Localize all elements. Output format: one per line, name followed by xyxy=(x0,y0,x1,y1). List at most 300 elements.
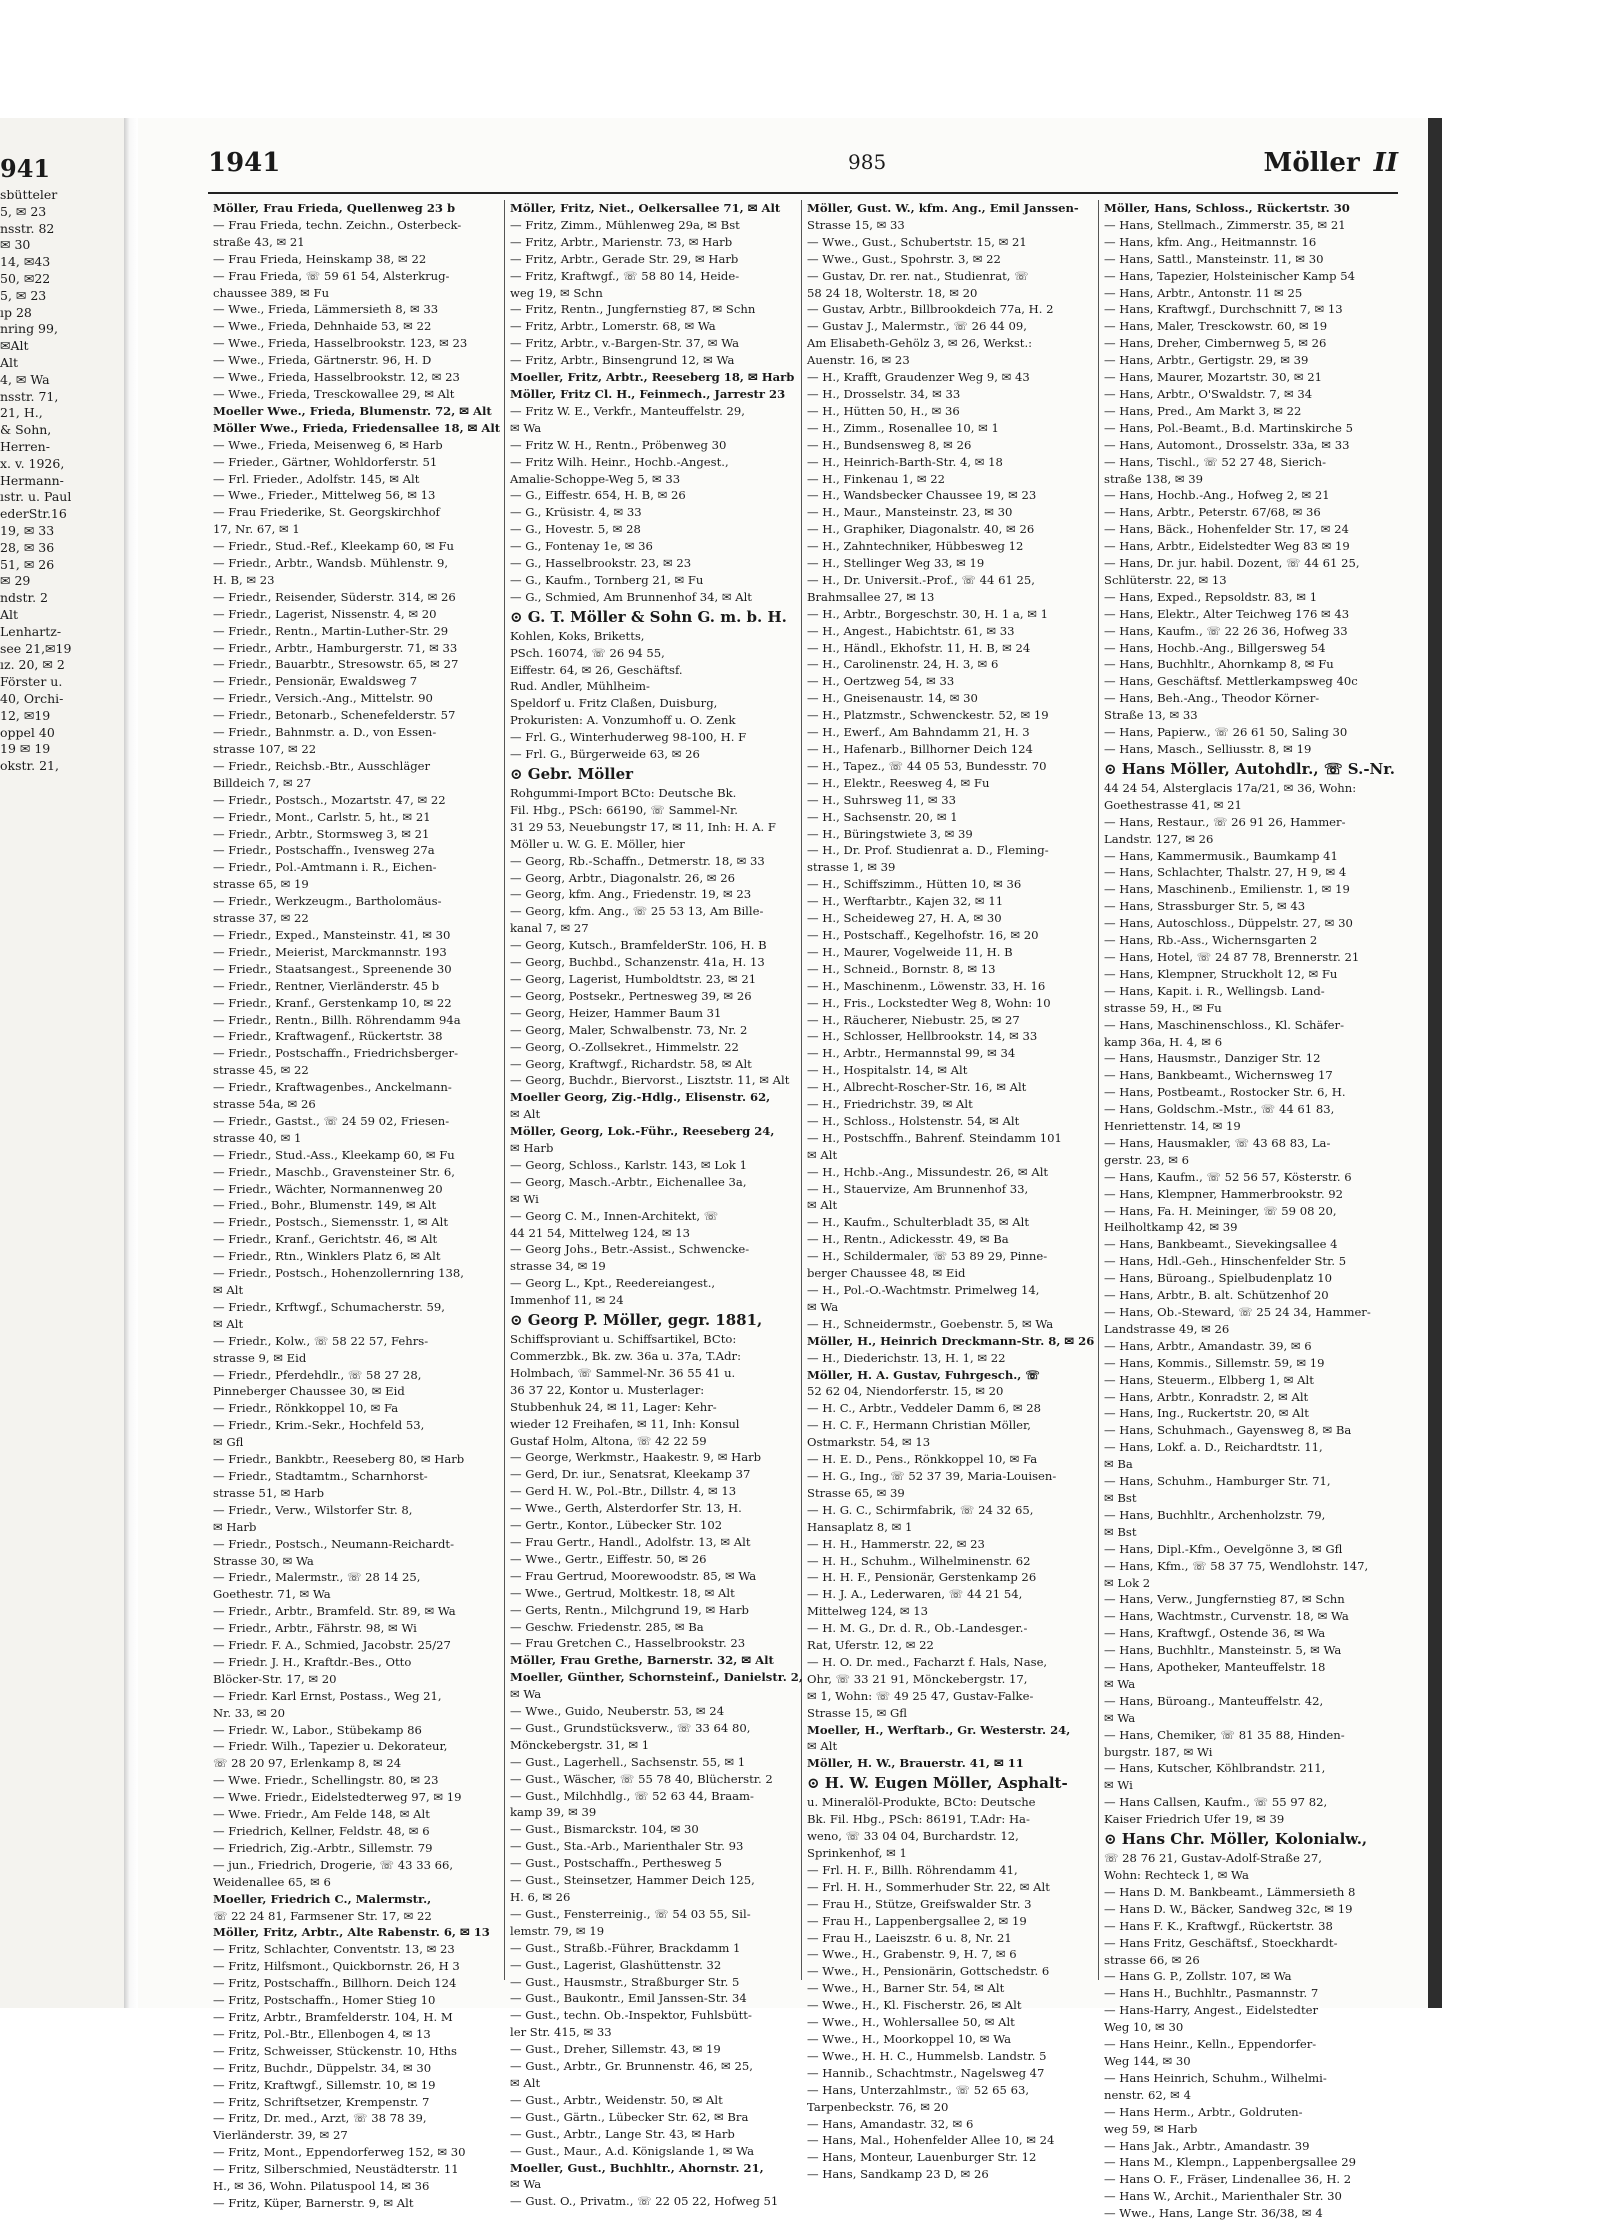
directory-entry: — H., Suhrsweg 11, ✉ 33 xyxy=(807,792,956,807)
directory-entry: — Wwe., H., Kl. Fischerstr. 26, ✉ Alt xyxy=(807,1998,1022,2013)
directory-entry: — Georg C. M., Innen-Architekt, ☏ xyxy=(510,1208,719,1223)
directory-entry: — H. H. F., Pensionär, Gerstenkamp 26 xyxy=(807,1570,1037,1585)
directory-entry: Prokuristen: A. Vonzumhoff u. O. Zenk xyxy=(510,713,736,728)
directory-entry: — Hans, Exped., Repsoldstr. 83, ✉ 1 xyxy=(1104,589,1318,604)
directory-entry: — Hans, Hausmstr., Danziger Str. 12 xyxy=(1104,1051,1321,1066)
directory-entry: ✉ Alt xyxy=(510,2075,541,2090)
directory-entry: — H., Scheideweg 27, H. A, ✉ 30 xyxy=(807,911,1002,926)
previous-page-line: ıstr. u. Paul xyxy=(0,489,72,505)
previous-page-line: ederStr.16 xyxy=(0,506,67,522)
directory-entry: — Georg, O.-Zollsekret., Himmelstr. 22 xyxy=(510,1039,739,1054)
directory-entry: chaussee 389, ✉ Fu xyxy=(213,285,330,300)
directory-entry: — Fritz, Dr. med., Arzt, ☏ 38 78 39, xyxy=(213,2111,427,2126)
directory-entry: — Hans, Amandastr. 32, ✉ 6 xyxy=(807,2116,974,2131)
directory-entry: Moeller, Fritz, Arbtr., Reeseberg 18, ✉ Harb xyxy=(510,370,795,385)
directory-entry: Möller, Frau Grethe, Barnerstr. 32, ✉ Alt xyxy=(510,1653,774,1668)
directory-entry: — Fritz, Arbtr., v.-Bargen-Str. 37, ✉ Wa xyxy=(510,336,740,351)
directory-entry: Eiffestr. 64, ✉ 26, Geschäftsf. xyxy=(510,662,683,677)
directory-entry: — George, Werkmstr., Haakestr. 9, ✉ Harb xyxy=(510,1450,762,1465)
previous-page-line: Hermann- xyxy=(0,472,64,488)
directory-entry: — Friedr. J. H., Kraftdr.-Bes., Otto xyxy=(213,1654,412,1669)
directory-entry: — H., Wandsbecker Chaussee 19, ✉ 23 xyxy=(807,488,1037,503)
directory-entry: — G., Krüsistr. 4, ✉ 33 xyxy=(510,505,642,520)
directory-entry: H. B, ✉ 23 xyxy=(213,572,275,587)
directory-entry: Auenstr. 16, ✉ 23 xyxy=(807,353,910,368)
directory-entry: — Fritz W. H., Rentn., Pröbenweg 30 xyxy=(510,437,727,452)
directory-entry: — Hans, Kapit. i. R., Wellingsb. Land- xyxy=(1104,983,1325,998)
directory-entry: — Fritz, Arbtr., Bramfelderstr. 104, H. M xyxy=(213,2009,453,2024)
directory-entry: — Frau H., Laeiszstr. 6 u. 8, Nr. 21 xyxy=(807,1930,1012,1945)
directory-entry: — Hans, Buchhltr., Mansteinstr. 5, ✉ Wa xyxy=(1104,1643,1342,1658)
directory-entry: — H. E. D., Pens., Rönkkoppel 10, ✉ Fa xyxy=(807,1452,1038,1467)
directory-entry: Schiffsproviant u. Schiffsartikel, BCto: xyxy=(510,1332,737,1347)
directory-entry: — H., Gneisenaustr. 14, ✉ 30 xyxy=(807,691,978,706)
directory-entry: — Hans, Elektr., Alter Teichweg 176 ✉ 43 xyxy=(1104,606,1350,621)
directory-entry: — Gust., Maur., A.d. Königslande 1, ✉ Wa xyxy=(510,2143,754,2158)
directory-entry: u. Mineralöl-Produkte, BCto: Deutsche xyxy=(807,1795,1036,1810)
directory-entry: — G., Eiffestr. 654, H. B, ✉ 26 xyxy=(510,488,686,503)
directory-entry: — H. G. C., Schirmfabrik, ☏ 24 32 65, xyxy=(807,1502,1034,1517)
directory-entry: — Hans, Bankbeamt., Sievekingsallee 4 xyxy=(1104,1237,1338,1252)
directory-entry: — Gust., Arbtr., Gr. Brunnenstr. 46, ✉ 25, xyxy=(510,2059,753,2074)
directory-entry: — Hans, Sandkamp 23 D, ✉ 26 xyxy=(807,2167,989,2182)
directory-entry: — Hans, Klempner, Struckholt 12, ✉ Fu xyxy=(1104,966,1338,981)
directory-entry: Bk. Fil. Hbg., PSch: 86191, T.Adr: Ha- xyxy=(807,1812,1030,1827)
directory-entry: — Friedr., Kraftwagenf., Rückertstr. 38 xyxy=(213,1029,443,1044)
directory-entry: — Frl. H. F., Billh. Röhrendamm 41, xyxy=(807,1862,1018,1877)
directory-entry: — H., Schneid., Bornstr. 8, ✉ 13 xyxy=(807,961,996,976)
directory-entry: — Friedr., Reichsb.-Btr., Ausschläger xyxy=(213,758,431,773)
previous-page-line: Lenhartz- xyxy=(0,623,62,639)
directory-entry: Nr. 33, ✉ 20 xyxy=(213,1705,286,1720)
directory-entry: — Hans H., Buchhltr., Pasmannstr. 7 xyxy=(1104,1986,1319,2001)
directory-entry: Moeller Wwe., Frieda, Blumenstr. 72, ✉ Alt xyxy=(213,403,492,418)
directory-entry: Möller, Fritz Cl. H., Feinmech., Jarrestr 23 xyxy=(510,386,786,401)
directory-entry: — Wwe., Frieda, Meisenweg 6, ✉ Harb xyxy=(213,437,443,452)
directory-entry: — H., Schiffszimm., Hütten 10, ✉ 36 xyxy=(807,877,1022,892)
directory-entry: strasse 54a, ✉ 26 xyxy=(213,1097,316,1112)
directory-entry: — Friedr., Postsch., Mozartstr. 47, ✉ 22 xyxy=(213,792,446,807)
directory-entry: — Gerd, Dr. iur., Senatsrat, Kleekamp 37 xyxy=(510,1467,751,1482)
previous-page-line: 51, ✉ 26 xyxy=(0,556,55,572)
directory-entry: — Wwe., Frieda, Hasselbrookstr. 12, ✉ 23 xyxy=(213,370,460,385)
previous-page-line: see 21,✉19 xyxy=(0,640,72,656)
directory-entry: — Hans, Mal., Hohenfelder Allee 10, ✉ 24 xyxy=(807,2133,1055,2148)
directory-entry: — Gust., Arbtr., Lange Str. 43, ✉ Harb xyxy=(510,2126,735,2141)
directory-entry: — G., Fontenay 1e, ✉ 36 xyxy=(510,539,653,554)
directory-entry: Strasse 65, ✉ 39 xyxy=(807,1485,905,1500)
directory-entry: Strasse 30, ✉ Wa xyxy=(213,1553,314,1568)
directory-entry: — Georg, Rb.-Schaffn., Detmerstr. 18, ✉ 33 xyxy=(510,853,765,868)
directory-entry: — Hans, Buchhltr., Archenholzstr. 79, xyxy=(1104,1507,1326,1522)
previous-page-line: nring 99, xyxy=(0,321,58,337)
directory-entry: — Gust., Sta.-Arb., Marienthaler Str. 93 xyxy=(510,1839,744,1854)
directory-entry: — Hannib., Schachtmstr., Nagelsweg 47 xyxy=(807,2065,1045,2080)
directory-entry: — Gerts, Rentn., Milchgrund 19, ✉ Harb xyxy=(510,1602,749,1617)
directory-entry: — Frau Gertr., Handl., Adolfstr. 13, ✉ Alt xyxy=(510,1534,751,1549)
directory-entry: — Georg, Masch.-Arbtr., Eichenallee 3a, xyxy=(510,1174,747,1189)
header-rule xyxy=(208,192,1398,194)
directory-entry: — Wwe., H., Barner Str. 54, ✉ Alt xyxy=(807,1981,1005,1996)
directory-entry: — Friedr., Pol.-Amtmann i. R., Eichen- xyxy=(213,860,437,875)
directory-entry: — Hans G. P., Zollstr. 107, ✉ Wa xyxy=(1104,1969,1292,1984)
directory-entry: Weidenallee 65, ✉ 6 xyxy=(213,1874,331,1889)
directory-entry: — H., Räucherer, Niebustr. 25, ✉ 27 xyxy=(807,1012,1020,1027)
directory-entry: — Gustav J., Malermstr., ☏ 26 44 09, xyxy=(807,319,1027,334)
directory-entry: — Frau Frieda, Heinskamp 38, ✉ 22 xyxy=(213,251,427,266)
directory-entry: — Hans, Schlachter, Thalstr. 27, H 9, ✉ 4 xyxy=(1104,865,1347,880)
directory-entry: — Hans, Restaur., ☏ 26 91 26, Hammer- xyxy=(1104,814,1346,829)
directory-entry: — Fritz, Küper, Barnerstr. 9, ✉ Alt xyxy=(213,2195,414,2210)
directory-entry: — H. G., Ing., ☏ 52 37 39, Maria-Louisen- xyxy=(807,1468,1057,1483)
directory-entry: — Gust., Gärtn., Lübecker Str. 62, ✉ Bra xyxy=(510,2109,749,2124)
directory-entry: — Gust. O., Privatm., ☏ 22 05 22, Hofweg 51 xyxy=(510,2194,779,2209)
previous-page-line: ✉Alt xyxy=(0,338,29,354)
directory-entry: — Fritz, Schlachter, Conventstr. 13, ✉ 23 xyxy=(213,1942,455,1957)
directory-entry: — Friedr. Karl Ernst, Postass., Weg 21, xyxy=(213,1688,442,1703)
directory-entry: — Friedr., Bahnmstr. a. D., von Essen- xyxy=(213,725,437,740)
directory-entry: — H., Maschinenm., Löwenstr. 33, H. 16 xyxy=(807,978,1046,993)
directory-entry: — Wwe., H., Moorkoppel 10, ✉ Wa xyxy=(807,2031,1012,2046)
directory-entry: Kaiser Friedrich Ufer 19, ✉ 39 xyxy=(1104,1812,1285,1827)
directory-entry: — Hans, Kaufm., ☏ 52 56 57, Kösterstr. 6 xyxy=(1104,1169,1352,1184)
directory-entry: — Friedrich, Zig.-Arbtr., Sillemstr. 79 xyxy=(213,1840,433,1855)
directory-entry: — Friedr., Rentn., Billh. Röhrendamm 94a xyxy=(213,1012,461,1027)
directory-entry: — Friedr., Reisender, Süderstr. 314, ✉ 26 xyxy=(213,589,456,604)
directory-entry: — Fritz, Zimm., Mühlenweg 29a, ✉ Bst xyxy=(510,217,740,232)
directory-entry: Straße 13, ✉ 33 xyxy=(1104,708,1198,723)
directory-entry: — H., Sachsenstr. 20, ✉ 1 xyxy=(807,809,958,824)
directory-entry: — Hans D. W., Bäcker, Sandweg 32c, ✉ 19 xyxy=(1104,1901,1353,1916)
directory-entry: Weg 144, ✉ 30 xyxy=(1104,2053,1191,2068)
previous-page-line: 14, ✉43 xyxy=(0,254,51,270)
directory-entry: — Friedr., Krftwgf., Schumacherstr. 59, xyxy=(213,1299,445,1314)
directory-entry: — H., Büringstwiete 3, ✉ 39 xyxy=(807,826,973,841)
directory-entry: — Hans, Tischl., ☏ 52 27 48, Sierich- xyxy=(1104,454,1327,469)
directory-entry: — Georg, Postsekr., Pertnesweg 39, ✉ 26 xyxy=(510,988,752,1003)
directory-entry: — Frl. H. H., Sommerhuder Str. 22, ✉ Alt xyxy=(807,1879,1050,1894)
previous-page-line: nsstr. 82 xyxy=(0,220,55,236)
directory-entry: — Gust., Fensterreinig., ☏ 54 03 55, Sil- xyxy=(510,1906,751,1921)
directory-entry: — H., Finkenau 1, ✉ 22 xyxy=(807,471,945,486)
directory-entry: — Friedr., Kranf., Gerichtstr. 46, ✉ Alt xyxy=(213,1232,438,1247)
directory-entry: — Hans, Arbtr., Konradstr. 2, ✉ Alt xyxy=(1104,1389,1309,1404)
directory-entry: Speldorf u. Fritz Claßen, Duisburg, xyxy=(510,696,718,711)
directory-entry: — Hans, Kutscher, Köhlbrandstr. 211, xyxy=(1104,1761,1326,1776)
directory-entry: — Georg Johs., Betr.-Assist., Schwencke- xyxy=(510,1242,750,1257)
previous-page-line: & Sohn, xyxy=(0,422,52,438)
directory-entry: — Gust., Hausmstr., Straßburger Str. 5 xyxy=(510,1974,740,1989)
directory-entry: — H. C. F., Hermann Christian Möller, xyxy=(807,1418,1031,1433)
directory-entry: ✉ Alt xyxy=(807,1147,838,1162)
previous-page-line: x. v. 1926, xyxy=(0,455,65,471)
directory-entry: — Frieder., Gärtner, Wohldorferstr. 51 xyxy=(213,454,438,469)
directory-entry: ✉ Alt xyxy=(807,1198,838,1213)
directory-entry: — H., Hospitalstr. 14, ✉ Alt xyxy=(807,1063,968,1078)
directory-entry: — H., Platzmstr., Schwenckestr. 52, ✉ 19 xyxy=(807,708,1049,723)
directory-entry: strasse 1, ✉ 39 xyxy=(807,860,896,875)
directory-entry: straße 138, ✉ 39 xyxy=(1104,471,1204,486)
directory-entry: Mönckebergstr. 31, ✉ 1 xyxy=(510,1737,650,1752)
directory-entry: — Friedr., Arbtr., Stormsweg 3, ✉ 21 xyxy=(213,826,430,841)
directory-entry: strasse 107, ✉ 22 xyxy=(213,742,317,756)
directory-entry: — H., Schildermaler, ☏ 53 89 29, Pinne- xyxy=(807,1249,1048,1264)
directory-entry: Moeller, H., Werftarb., Gr. Westerstr. 24, xyxy=(807,1722,1071,1737)
previous-page-line: ız. 20, ✉ 2 xyxy=(0,657,65,673)
directory-entry: — Gust., Bismarckstr. 104, ✉ 30 xyxy=(510,1822,699,1837)
directory-entry: — Hans, Strassburger Str. 5, ✉ 43 xyxy=(1104,899,1306,914)
directory-entry: — Friedr., Kraftwagenbes., Anckelmann- xyxy=(213,1080,452,1095)
directory-entry: Rat, Uferstr. 12, ✉ 22 xyxy=(807,1638,934,1653)
directory-entry: — Hans, Postbeamt., Rostocker Str. 6, H. xyxy=(1104,1085,1346,1100)
directory-entry: ✉ Alt xyxy=(807,1739,838,1754)
directory-entry: Möller u. W. G. E. Möller, hier xyxy=(510,836,685,851)
directory-entry: — Friedr., Pferdehdlr., ☏ 58 27 28, xyxy=(213,1367,422,1382)
directory-entry: — Hans, Kaufm., ☏ 22 26 36, Hofweg 33 xyxy=(1104,623,1348,638)
directory-entry: Möller, Fritz, Niet., Oelkersallee 71, ✉ Alt xyxy=(510,201,781,215)
directory-entry: — Hans, Bankbeamt., Wichernsweg 17 xyxy=(1104,1068,1333,1083)
directory-entry: — Hans Callsen, Kaufm., ☏ 55 97 82, xyxy=(1104,1795,1328,1810)
directory-entry: — Fritz, Pol.-Btr., Ellenbogen 4, ✉ 13 xyxy=(213,2026,431,2041)
directory-entry: — Friedr., Arbtr., Fährstr. 98, ✉ Wi xyxy=(213,1621,417,1636)
directory-entry: ✉ Wa xyxy=(510,2177,542,2192)
previous-page-line: sbütteler xyxy=(0,187,58,202)
directory-entry: — H. M. G., Dr. d. R., Ob.-Landesger.- xyxy=(807,1621,1028,1636)
directory-entry: — Fritz, Arbtr., Gerade Str. 29, ✉ Harb xyxy=(510,251,739,266)
directory-entry: — H., Zimm., Rosenallee 10, ✉ 1 xyxy=(807,420,999,435)
directory-entry: — H., Postschaff., Kegelhofstr. 16, ✉ 20 xyxy=(807,927,1039,942)
directory-entry: Möller, Frau Frieda, Quellenweg 23 b xyxy=(213,201,456,215)
directory-entry: — Hans, Autoschloss., Düppelstr. 27, ✉ 30 xyxy=(1104,916,1353,931)
directory-entry: — Hans Heinrich, Schuhm., Wilhelmi- xyxy=(1104,2070,1327,2085)
directory-entry: — Friedr., Pensionär, Ewaldsweg 7 xyxy=(213,674,418,689)
directory-entry: — Hans, Ing., Ruckertstr. 20, ✉ Alt xyxy=(1104,1406,1309,1421)
directory-entry: — Hans, Verw., Jungfernstieg 87, ✉ Schn xyxy=(1104,1592,1345,1607)
directory-entry: 31 29 53, Neuebungstr 17, ✉ 11, Inh: H. A. F xyxy=(510,819,776,834)
directory-entry: — Hans Heinr., Kelln., Eppendorfer- xyxy=(1104,2037,1317,2052)
directory-entry: — Hans, Klempner, Hammerbrookstr. 92 xyxy=(1104,1186,1344,1201)
directory-entry: Möller, Fritz, Arbtr., Alte Rabenstr. 6, ✉ 13 xyxy=(213,1925,490,1940)
directory-entry: — Georg L., Kpt., Reedereiangest., xyxy=(510,1276,716,1291)
previous-page-line: 5, ✉ 23 xyxy=(0,287,47,303)
directory-entry: — Wwe., Gertr., Eiffestr. 50, ✉ 26 xyxy=(510,1551,707,1566)
directory-entry: — Hans, Kommis., Sillemstr. 59, ✉ 19 xyxy=(1104,1355,1325,1370)
directory-entry: — Hans, Kfm., ☏ 58 37 75, Wendlohstr. 147, xyxy=(1104,1558,1369,1573)
directory-entry: — Hans, Pol.-Beamt., B.d. Martinskirche 5 xyxy=(1104,420,1353,435)
directory-entry: — Hans F. K., Kraftwgf., Rückertstr. 38 xyxy=(1104,1918,1333,1933)
previous-page-line: 50, ✉22 xyxy=(0,270,51,286)
directory-entry: — Wwe., Gust., Schubertstr. 15, ✉ 21 xyxy=(807,234,1027,249)
directory-entry: — H., Werftarbtr., Kajen 32, ✉ 11 xyxy=(807,894,1004,909)
directory-entry: — Wwe., Hans, Lange Str. 36/38, ✉ 4 xyxy=(1104,2206,1323,2221)
directory-entry: strasse 9, ✉ Eid xyxy=(213,1350,307,1365)
directory-entry: — Frl. Frieder., Adolfstr. 145, ✉ Alt xyxy=(213,471,420,486)
directory-entry: strasse 34, ✉ 19 xyxy=(510,1259,606,1274)
directory-entry: berger Chaussee 48, ✉ Eid xyxy=(807,1266,966,1281)
directory-entry: ✉ Wa xyxy=(807,1299,839,1314)
directory-entry: — Friedr., Rentn., Martin-Luther-Str. 29 xyxy=(213,623,449,638)
directory-entry: — G., Schmied, Am Brunnenhof 34, ✉ Alt xyxy=(510,589,752,604)
directory-entry: — Hans, Wachtmstr., Curvenstr. 18, ✉ Wa xyxy=(1104,1609,1349,1624)
previous-page-line: Förster u. xyxy=(0,674,63,690)
directory-entry: — Friedr., Versich.-Ang., Mittelstr. 90 xyxy=(213,691,433,706)
directory-entry: — Friedr., Wächter, Normannenweg 20 xyxy=(213,1181,443,1196)
directory-entry: — Hans, Chemiker, ☏ 81 35 88, Hinden- xyxy=(1104,1727,1345,1742)
directory-entry: — H., Ewerf., Am Bahndamm 21, H. 3 xyxy=(807,725,1030,740)
directory-entry: — Frl. G., Bürgerweide 63, ✉ 26 xyxy=(510,747,700,762)
directory-entry: — H., Drosselstr. 34, ✉ 33 xyxy=(807,386,961,401)
directory-entry: ⊙ G. T. Möller & Sohn G. m. b. H. xyxy=(510,607,787,626)
directory-entry: — Hans Fritz, Geschäftsf., Stoeckhardt- xyxy=(1104,1935,1338,1950)
directory-entry: weg 59, ✉ Harb xyxy=(1104,2121,1198,2136)
directory-entry: — Fritz, Kraftwgf., ☏ 58 80 14, Heide- xyxy=(510,268,740,283)
previous-page-line: 21, H., xyxy=(0,405,43,421)
directory-entry: Pinneberger Chaussee 30, ✉ Eid xyxy=(213,1384,405,1399)
previous-page-line: Alt xyxy=(0,354,19,370)
directory-entry: — Hans O. F., Fräser, Lindenallee 36, H. 2 xyxy=(1104,2172,1352,2187)
directory-entry: Goethestrasse 41, ✉ 21 xyxy=(1104,797,1242,812)
running-volume: II xyxy=(1373,148,1398,178)
directory-entry: — Hans, Arbtr., Antonstr. 11 ✉ 25 xyxy=(1104,285,1303,300)
previous-page-line: 19, ✉ 33 xyxy=(0,522,55,538)
previous-page-line: oppel 40 xyxy=(0,724,55,740)
previous-page-line: nsstr. 71, xyxy=(0,388,59,404)
directory-entry: — Georg, Heizer, Hammer Baum 31 xyxy=(510,1005,722,1020)
directory-entry: — Hans, Arbtr., B. alt. Schützenhof 20 xyxy=(1104,1288,1329,1303)
directory-entry: — Fritz, Schriftsetzer, Krempenstr. 7 xyxy=(213,2094,430,2109)
directory-entry: 44 21 54, Mittelweg 124, ✉ 13 xyxy=(510,1225,691,1240)
directory-entry: — Hans, Unterzahlmstr., ☏ 52 65 63, xyxy=(807,2082,1030,2097)
directory-entry: ✉ Bst xyxy=(1104,1524,1137,1539)
directory-entry: — Friedr., Postschaffn., Ivensweg 27a xyxy=(213,843,435,858)
directory-entry: — Gerd H. W., Pol.-Btr., Dillstr. 4, ✉ 13 xyxy=(510,1484,737,1499)
directory-entry: — H., Dr. Universit.-Prof., ☏ 44 61 25, xyxy=(807,572,1035,587)
directory-entry: Vierländerstr. 39, ✉ 27 xyxy=(213,2128,348,2143)
directory-entry: — Friedr., Exped., Mansteinstr. 41, ✉ 30 xyxy=(213,927,451,942)
directory-entry: — Hans, Schuhmach., Gayensweg 8, ✉ Ba xyxy=(1104,1423,1352,1438)
directory-entry: — Wwe., H., Wohlersallee 50, ✉ Alt xyxy=(807,2015,1015,2030)
directory-entry: 17, Nr. 67, ✉ 1 xyxy=(213,522,300,537)
directory-entry: — H., Maurer, Vogelweide 11, H. B xyxy=(807,944,1013,959)
directory-entry: strasse 45, ✉ 22 xyxy=(213,1063,309,1078)
directory-entry: — Gust., Milchhdlg., ☏ 52 63 44, Braam- xyxy=(510,1788,754,1803)
directory-entry: weno, ☏ 33 04 04, Burchardstr. 12, xyxy=(807,1829,1019,1844)
directory-entry: — Gust., Dreher, Sillemstr. 43, ✉ 19 xyxy=(510,2042,721,2057)
directory-column-2 xyxy=(505,200,803,2209)
directory-entry: — G., Hovestr. 5, ✉ 28 xyxy=(510,522,641,537)
directory-entry: ⊙ Georg P. Möller, gegr. 1881, xyxy=(510,1311,763,1330)
directory-entry: ✉ Harb xyxy=(510,1141,554,1156)
directory-entry: Schlüterstr. 22, ✉ 13 xyxy=(1104,572,1227,587)
directory-entry: — H., Hafenarb., Billhorner Deich 124 xyxy=(807,742,1033,756)
previous-page-line: ✉ 29 xyxy=(0,573,31,589)
directory-entry: strasse 51, ✉ Harb xyxy=(213,1485,325,1500)
directory-entry: — Friedr., Werkzeugm., Bartholomäus- xyxy=(213,894,442,909)
directory-page xyxy=(138,118,1428,2221)
directory-entry: wieder 12 Freihafen, ✉ 11, Inh: Konsul xyxy=(510,1416,740,1431)
directory-entry: ☏ 22 24 81, Farmsener Str. 17, ✉ 22 xyxy=(213,1908,432,1923)
directory-entry: Landstrasse 49, ✉ 26 xyxy=(1104,1321,1230,1336)
previous-page-line: ndstr. 2 xyxy=(0,590,48,606)
directory-entry: — Georg, Buchbd., Schanzenstr. 41a, H. 13 xyxy=(510,955,765,970)
directory-entry: Hansaplatz 8, ✉ 1 xyxy=(807,1519,913,1534)
directory-entry: — Hans, Beh.-Ang., Theodor Körner- xyxy=(1104,691,1320,706)
directory-entry: — Fritz, Schweisser, Stückenstr. 10, Hths xyxy=(213,2043,457,2058)
directory-entry: — Hans, Büroang., Manteuffelstr. 42, xyxy=(1104,1693,1324,1708)
directory-entry: — Fritz, Buchdr., Düppelstr. 34, ✉ 30 xyxy=(213,2060,432,2075)
directory-entry: — Wwe., Gertrud, Moltkestr. 18, ✉ Alt xyxy=(510,1585,735,1600)
directory-entry: Moeller, Friedrich C., Malermstr., xyxy=(213,1891,432,1906)
directory-entry: Möller Wwe., Frieda, Friedensallee 18, ✉ Alt xyxy=(213,420,501,435)
directory-entry: ✉ Alt xyxy=(510,1107,541,1122)
directory-entry: — Hans, Maschinenschloss., Kl. Schäfer- xyxy=(1104,1017,1345,1032)
running-surname: Möller xyxy=(1263,148,1360,178)
directory-entry: — Gertr., Kontor., Lübecker Str. 102 xyxy=(510,1518,723,1533)
directory-entry: — Wwe., Frieder., Mittelweg 56, ✉ 13 xyxy=(213,488,436,503)
directory-entry: ✉ Lok 2 xyxy=(1104,1575,1151,1590)
directory-entry: Fil. Hbg., PSch: 66190, ☏ Sammel-Nr. xyxy=(510,802,738,817)
directory-entry: ler Str. 415, ✉ 33 xyxy=(510,2025,612,2040)
directory-entry: — Hans, Büroang., Spielbudenplatz 10 xyxy=(1104,1271,1332,1286)
directory-entry: 36 37 22, Kontor u. Musterlager: xyxy=(510,1382,705,1397)
directory-entry: — H. C., Arbtr., Veddeler Damm 6, ✉ 28 xyxy=(807,1401,1042,1416)
directory-entry: — Georg, kfm. Ang., ☏ 25 53 13, Am Bille- xyxy=(510,904,764,919)
directory-entry: — Hans, Hochb.-Ang., Hofweg 2, ✉ 21 xyxy=(1104,488,1330,503)
directory-entry: — Hans M., Klempn., Lappenbergsallee 29 xyxy=(1104,2155,1356,2170)
directory-entry: — Hans, Lokf. a. D., Reichardtstr. 11, xyxy=(1104,1440,1323,1455)
directory-entry: strasse 65, ✉ 19 xyxy=(213,877,309,892)
directory-entry: ✉ Gfl xyxy=(213,1435,244,1450)
directory-columns xyxy=(208,200,1398,2221)
directory-entry: Brahmsallee 27, ✉ 13 xyxy=(807,589,935,604)
directory-entry: — H., Schlosser, Hellbrookstr. 14, ✉ 33 xyxy=(807,1029,1038,1044)
directory-entry: — H., Tapez., ☏ 44 05 53, Bundesstr. 70 xyxy=(807,758,1047,773)
directory-entry: 44 24 54, Alsterglacis 17a/21, ✉ 36, Wohn: xyxy=(1104,780,1357,795)
directory-entry: — Fritz, Silberschmied, Neustädterstr. 11 xyxy=(213,2162,459,2177)
directory-entry: lemstr. 79, ✉ 19 xyxy=(510,1923,605,1938)
directory-entry: — H., Schneidermstr., Goebenstr. 5, ✉ Wa xyxy=(807,1316,1054,1331)
directory-column-3 xyxy=(802,200,1099,2182)
directory-entry: — Hans, Goldschm.-Mstr., ☏ 44 61 83, xyxy=(1104,1102,1335,1117)
directory-entry: — Friedr., Lagerist, Nissenstr. 4, ✉ 20 xyxy=(213,606,437,621)
directory-entry: — Wwe., Frieda, Hasselbrookstr. 123, ✉ 23 xyxy=(213,336,468,351)
directory-entry: Möller, Hans, Schloss., Rückertstr. 30 xyxy=(1104,201,1350,215)
directory-entry: — Fritz W. E., Verkfr., Manteuffelstr. 29, xyxy=(510,403,745,418)
directory-entry: — Wwe., Guido, Neuberstr. 53, ✉ 24 xyxy=(510,1704,725,1719)
directory-entry: PSch. 16074, ☏ 26 94 55, xyxy=(510,645,665,660)
directory-entry: — Georg, Kraftwgf., Richardstr. 58, ✉ Alt xyxy=(510,1056,752,1071)
directory-entry: Strasse 15, ✉ Gfl xyxy=(807,1705,908,1720)
directory-entry: — Friedr., Rentner, Vierländerstr. 45 b xyxy=(213,978,440,993)
directory-entry: ⊙ H. W. Eugen Möller, Asphalt- xyxy=(807,1774,1068,1793)
directory-entry: — H., Dr. Prof. Studienrat a. D., Fleming- xyxy=(807,843,1049,858)
directory-entry: ✉ 1, Wohn: ☏ 49 25 47, Gustav-Falke- xyxy=(807,1688,1034,1703)
directory-entry: ✉ Wa xyxy=(1104,1676,1136,1691)
directory-entry: — Georg, Buchdr., Biervorst., Lisztstr. 11, ✉ Alt xyxy=(510,1073,790,1088)
directory-entry: — Hans, Arbtr., Eidelstedter Weg 83 ✉ 19 xyxy=(1104,539,1350,554)
directory-entry: — Wwe., Frieda, Gärtnerstr. 96, H. D xyxy=(213,353,432,368)
directory-entry: — Hans, Rb.-Ass., Wichernsgarten 2 xyxy=(1104,933,1318,948)
directory-entry: — Hans, Apotheker, Manteuffelstr. 18 xyxy=(1104,1660,1326,1675)
directory-entry: Sprinkenhof, ✉ 1 xyxy=(807,1846,907,1860)
directory-entry: — Gust., Baukontr., Emil Janssen-Str. 34 xyxy=(510,1991,747,2006)
directory-entry: — H., Graphiker, Diagonalstr. 40, ✉ 26 xyxy=(807,522,1035,537)
directory-entry: — H., Oertzweg 54, ✉ 33 xyxy=(807,674,955,689)
directory-entry: — Hans Herm., Arbtr., Goldruten- xyxy=(1104,2104,1303,2119)
directory-entry: ✉ Wa xyxy=(510,420,542,435)
directory-entry: — Wwe., H., Pensionärin, Gottschedstr. 6 xyxy=(807,1964,1050,1979)
directory-entry: — Frau Friederike, St. Georgskirchhof xyxy=(213,505,440,520)
